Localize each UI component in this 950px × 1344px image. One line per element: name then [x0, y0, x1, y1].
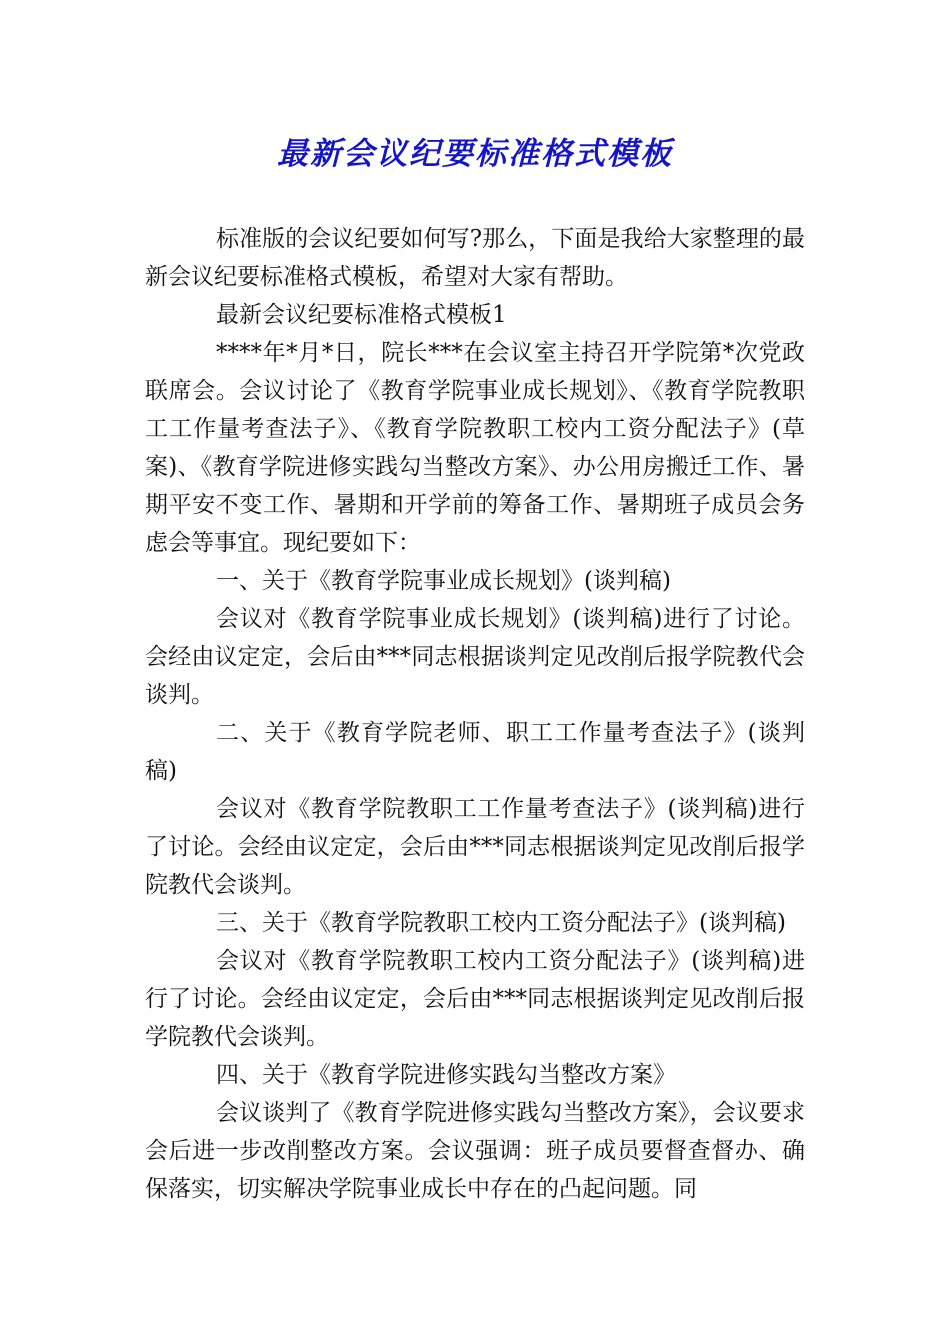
- document-title: 最新会议纪要标准格式模板: [277, 136, 673, 172]
- paragraph-meeting-summary: ****年*月*日，院长***在会议室主持召开学院第*次党政联席会。会议讨论了《教育学院事业成长规划》、《教育学院教职工工作量考查法子》、《教育学院教职工校内工资分配法子》(草案)、《教育学院进修实践勾当整改方案》、办公用房搬迁工作、暑期平安不变工作、暑期和开学前的筹备工作、暑期班子成员会务虑会等事宜。现纪要如下：: [145, 340, 805, 556]
- paragraph-section-4-body: 会议谈判了《教育学院进修实践勾当整改方案》，会议要求会后进一步改削整改方案。会议强调：班子成员要督查督办、确保落实，切实解决学院事业成长中存在的凸起问题。同: [145, 1100, 805, 1202]
- paragraph-section-1-heading: 一、关于《教育学院事业成长规划》(谈判稿): [216, 568, 671, 594]
- paragraph-section-2-body: 会议对《教育学院教职工工作量考查法子》(谈判稿)进行了讨论。会经由议定定，会后由***同志根据谈判定见改削后报学院教代会谈判。: [145, 796, 805, 898]
- paragraph-intro: 标准版的会议纪要如何写?那么，下面是我给大家整理的最新会议纪要标准格式模板，希望对大家有帮助。: [145, 226, 805, 290]
- paragraph-section-2-heading: 二、关于《教育学院老师、职工工作量考查法子》(谈判稿): [145, 720, 805, 784]
- document-body: [145, 220, 805, 1208]
- paragraph-section-3-body: 会议对《教育学院教职工校内工资分配法子》(谈判稿)进行了讨论。会经由议定定，会后由***同志根据谈判定见改削后报学院教代会谈判。: [145, 948, 805, 1050]
- paragraph-section-1-body: 会议对《教育学院事业成长规划》(谈判稿)进行了讨论。会经由议定定，会后由***同志根据谈判定见改削后报学院教代会谈判。: [145, 606, 805, 708]
- paragraph-section-3-heading: 三、关于《教育学院教职工校内工资分配法子》(谈判稿): [216, 910, 786, 936]
- paragraph-section-4-heading: 四、关于《教育学院进修实践勾当整改方案》: [216, 1062, 676, 1088]
- paragraph-template-heading: 最新会议纪要标准格式模板1: [216, 302, 507, 328]
